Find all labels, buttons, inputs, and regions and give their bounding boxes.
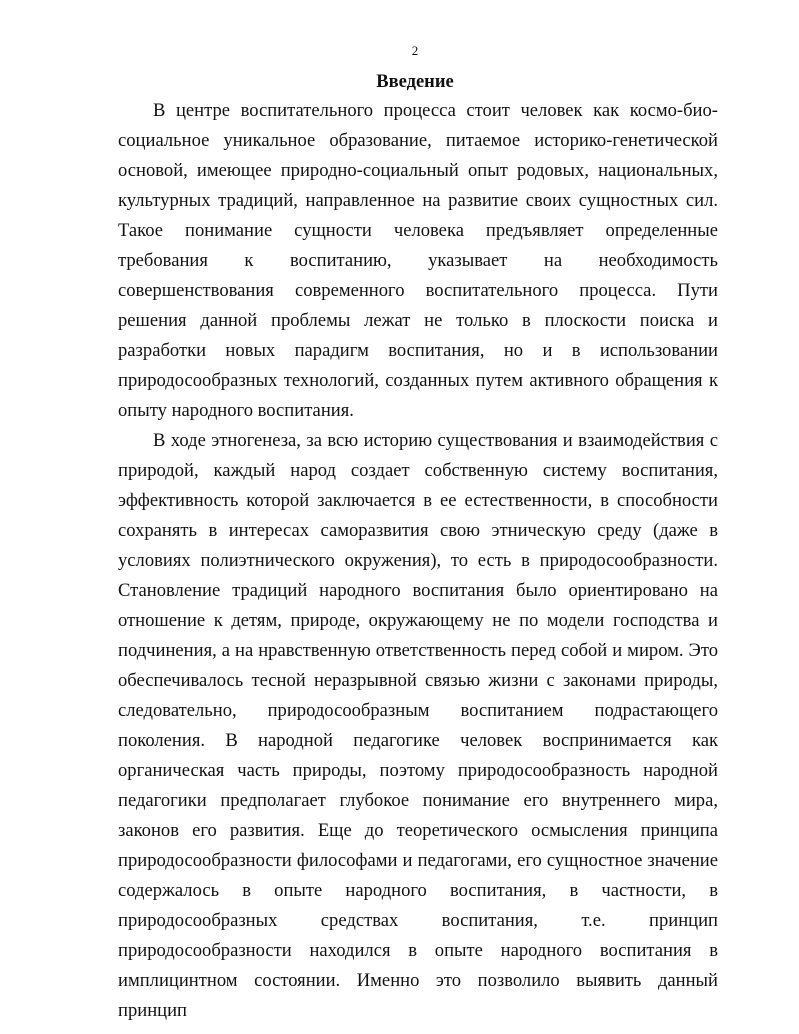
section-title: Введение: [376, 72, 454, 92]
paragraph-1: В центре воспитательного процесса стоит человек как космо-био-социальное уникальное образование, питаемое историко-генетической основой, имеющее природно-социальный опыт родовых, национальных, культурных традиций, направленное на развитие своих сущностных сил. Такое понимание сущности человека предъявляет определенные требования к воспитанию, указывает на необходимость совершенствования современного воспитательного процесса. Пути решения данной проблемы лежат не только в плоскости поиска и разработки новых парадигм воспитания, но и в использовании природосообразных технологий, созданных путем активного обращения к опыту народного воспитания.: [118, 100, 718, 421]
body-text: [118, 96, 718, 1026]
page-number: 2: [411, 43, 419, 58]
paragraph-2: В ходе этногенеза, за всю историю существования и взаимодействия с природой, каждый народ создает собственную систему воспитания, эффективность которой заключается в ее естественности, в способности сохранять в интересах саморазвития свою этническую среду (даже в условиях полиэтнического окружения), то есть в природосообразности. Становление традиций народного воспитания было ориентировано на отношение к детям, природе, окружающему не по модели господства и подчинения, а на нравственную ответственность перед собой и миром. Это обеспечивалось тесной неразрывной связью жизни с законами природы, следовательно, природосообразным воспитанием подрастающего поколения. В народной педагогике человек воспринимается как органическая часть природы, поэтому природосообразность народной педагогики предполагает глубокое понимание его внутреннего мира, законов его развития. Еще до теоретического осмысления принципа природосообразности философами и педагогами, его сущностное значение содержалось в опыте народного воспитания, в частности, в природосообразных средствах воспитания, т.е. принцип природосообразности находился в опыте народного воспитания в имплицинтном состоянии. Именно это позволило выявить данный принцип: [118, 430, 718, 1021]
